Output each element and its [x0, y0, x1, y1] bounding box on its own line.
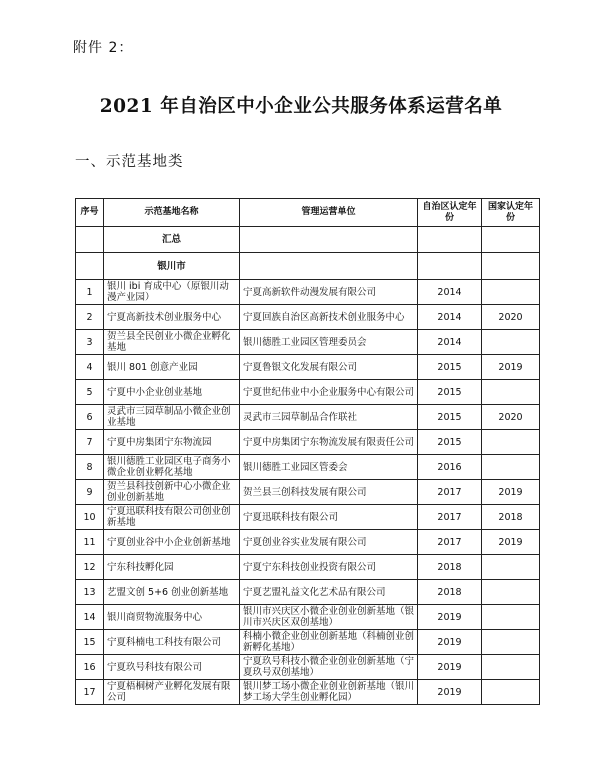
region-year-cell: 2015	[418, 405, 482, 430]
national-year-cell	[482, 580, 540, 605]
base-name-cell: 宁夏创业谷中小企业创新基地	[104, 530, 240, 555]
operating-unit-cell: 宁夏中房集团宁东物流发展有限责任公司	[240, 430, 418, 455]
table-row	[76, 505, 540, 530]
table-row	[76, 380, 540, 405]
base-list-table	[75, 198, 540, 705]
row-number-cell: 11	[76, 530, 104, 555]
row-number-cell: 7	[76, 430, 104, 455]
base-name-cell: 宁夏科楠电工科技有限公司	[104, 630, 240, 655]
operating-unit-cell: 贺兰县三创科技发展有限公司	[240, 480, 418, 505]
national-year-cell	[482, 455, 540, 480]
national-year-cell	[482, 430, 540, 455]
row-number-cell: 15	[76, 630, 104, 655]
page-title: 2021 年自治区中小企业公共服务体系运营名单	[99, 96, 503, 117]
table-header-row	[76, 199, 540, 227]
summary-row	[76, 227, 540, 253]
row-number-cell: 1	[76, 280, 104, 305]
region-year-cell: 2018	[418, 580, 482, 605]
operating-unit-cell: 银川德胜工业园区管委会	[240, 455, 418, 480]
city-group-row	[76, 253, 540, 280]
column-header-no: 序号	[76, 199, 104, 227]
base-name-cell: 银川商贸物流服务中心	[104, 605, 240, 630]
operating-unit-cell: 宁夏高新软件动漫发展有限公司	[240, 280, 418, 305]
base-name-cell: 宁夏迅联科技有限公司创业创新基地	[104, 505, 240, 530]
row-number-cell: 5	[76, 380, 104, 405]
base-name-cell: 宁夏中房集团宁东物流园	[104, 430, 240, 455]
summary-org-cell	[240, 227, 418, 253]
section-heading: 一、示范基地类	[75, 154, 184, 170]
national-year-cell: 2020	[482, 405, 540, 430]
row-number-cell: 6	[76, 405, 104, 430]
row-number-cell: 9	[76, 480, 104, 505]
table-row	[76, 680, 540, 705]
base-name-cell: 宁夏玖号科技有限公司	[104, 655, 240, 680]
operating-unit-cell: 银川市兴庆区小微企业创业创新基地（银川市兴庆区双创基地）	[240, 605, 418, 630]
table-row	[76, 580, 540, 605]
city-label: 银川市	[104, 253, 240, 280]
base-name-cell: 宁夏高新技术创业服务中心	[104, 305, 240, 330]
region-year-cell: 2014	[418, 280, 482, 305]
table-row	[76, 655, 540, 680]
operating-unit-cell: 科楠小微企业创业创新基地（科楠创业创新孵化基地）	[240, 630, 418, 655]
national-year-cell: 2019	[482, 480, 540, 505]
region-year-cell: 2017	[418, 480, 482, 505]
base-name-cell: 宁夏中小企业创业基地	[104, 380, 240, 405]
operating-unit-cell: 银川德胜工业园区管理委员会	[240, 330, 418, 355]
table-row	[76, 430, 540, 455]
operating-unit-cell: 宁夏鲁银文化发展有限公司	[240, 355, 418, 380]
attachment-label: 附件 2：	[73, 40, 134, 56]
table-row	[76, 330, 540, 355]
table-row	[76, 355, 540, 380]
region-year-cell: 2018	[418, 555, 482, 580]
base-name-cell: 银川 801 创意产业园	[104, 355, 240, 380]
table-row	[76, 555, 540, 580]
operating-unit-cell: 宁夏玖号科技小微企业创业创新基地（宁夏玖号双创基地）	[240, 655, 418, 680]
summary-region-cell	[418, 227, 482, 253]
row-number-cell: 17	[76, 680, 104, 705]
national-year-cell	[482, 680, 540, 705]
base-name-cell: 银川 ibi 育成中心（原银川动漫产业园）	[104, 280, 240, 305]
region-year-cell: 2019	[418, 680, 482, 705]
base-name-cell: 宁东科技孵化园	[104, 555, 240, 580]
national-year-cell	[482, 555, 540, 580]
national-year-cell	[482, 630, 540, 655]
table-row	[76, 530, 540, 555]
operating-unit-cell: 灵武市三园草制品合作联社	[240, 405, 418, 430]
region-year-cell: 2014	[418, 330, 482, 355]
region-year-cell: 2015	[418, 355, 482, 380]
operating-unit-cell: 宁夏创业谷实业发展有限公司	[240, 530, 418, 555]
row-number-cell: 10	[76, 505, 104, 530]
region-year-cell: 2014	[418, 305, 482, 330]
table-row	[76, 480, 540, 505]
city-org-cell	[240, 253, 418, 280]
row-number-cell: 16	[76, 655, 104, 680]
table-row	[76, 630, 540, 655]
city-no-cell	[76, 253, 104, 280]
table-row	[76, 305, 540, 330]
operating-unit-cell: 宁夏回族自治区高新技术创业服务中心	[240, 305, 418, 330]
national-year-cell: 2019	[482, 530, 540, 555]
city-region-cell	[418, 253, 482, 280]
national-year-cell	[482, 605, 540, 630]
row-number-cell: 8	[76, 455, 104, 480]
region-year-cell: 2015	[418, 380, 482, 405]
national-year-cell	[482, 330, 540, 355]
base-name-cell: 宁夏梧桐树产业孵化发展有限公司	[104, 680, 240, 705]
base-name-cell: 贺兰县全民创业小微企业孵化基地	[104, 330, 240, 355]
national-year-cell: 2019	[482, 355, 540, 380]
table-row	[76, 405, 540, 430]
row-number-cell: 4	[76, 355, 104, 380]
region-year-cell: 2017	[418, 505, 482, 530]
column-header-org: 管理运营单位	[240, 199, 418, 227]
column-header-national-year: 国家认定年份	[482, 199, 540, 227]
table-row	[76, 280, 540, 305]
national-year-cell: 2020	[482, 305, 540, 330]
region-year-cell: 2015	[418, 430, 482, 455]
region-year-cell: 2019	[418, 605, 482, 630]
summary-no-cell	[76, 227, 104, 253]
operating-unit-cell: 银川梦工场小微企业创业创新基地（银川梦工场大学生创业孵化园）	[240, 680, 418, 705]
national-year-cell: 2018	[482, 505, 540, 530]
city-national-cell	[482, 253, 540, 280]
column-header-region-year: 自治区认定年份	[418, 199, 482, 227]
region-year-cell: 2019	[418, 630, 482, 655]
row-number-cell: 12	[76, 555, 104, 580]
row-number-cell: 2	[76, 305, 104, 330]
region-year-cell: 2016	[418, 455, 482, 480]
base-name-cell: 贺兰县科技创新中心小微企业创业创新基地	[104, 480, 240, 505]
operating-unit-cell: 宁夏世纪伟业中小企业服务中心有限公司	[240, 380, 418, 405]
row-number-cell: 14	[76, 605, 104, 630]
row-number-cell: 13	[76, 580, 104, 605]
summary-national-cell	[482, 227, 540, 253]
national-year-cell	[482, 280, 540, 305]
operating-unit-cell: 宁夏艺盟礼益文化艺术品有限公司	[240, 580, 418, 605]
operating-unit-cell: 宁夏宁东科技创业投资有限公司	[240, 555, 418, 580]
region-year-cell: 2017	[418, 530, 482, 555]
table-row	[76, 605, 540, 630]
base-name-cell: 艺盟文创 5+6 创业创新基地	[104, 580, 240, 605]
national-year-cell	[482, 380, 540, 405]
summary-label: 汇总	[104, 227, 240, 253]
national-year-cell	[482, 655, 540, 680]
region-year-cell: 2019	[418, 655, 482, 680]
base-name-cell: 银川德胜工业园区电子商务小微企业创业孵化基地	[104, 455, 240, 480]
operating-unit-cell: 宁夏迅联科技有限公司	[240, 505, 418, 530]
column-header-name: 示范基地名称	[104, 199, 240, 227]
base-name-cell: 灵武市三园草制品小微企业创业基地	[104, 405, 240, 430]
table-row	[76, 455, 540, 480]
row-number-cell: 3	[76, 330, 104, 355]
